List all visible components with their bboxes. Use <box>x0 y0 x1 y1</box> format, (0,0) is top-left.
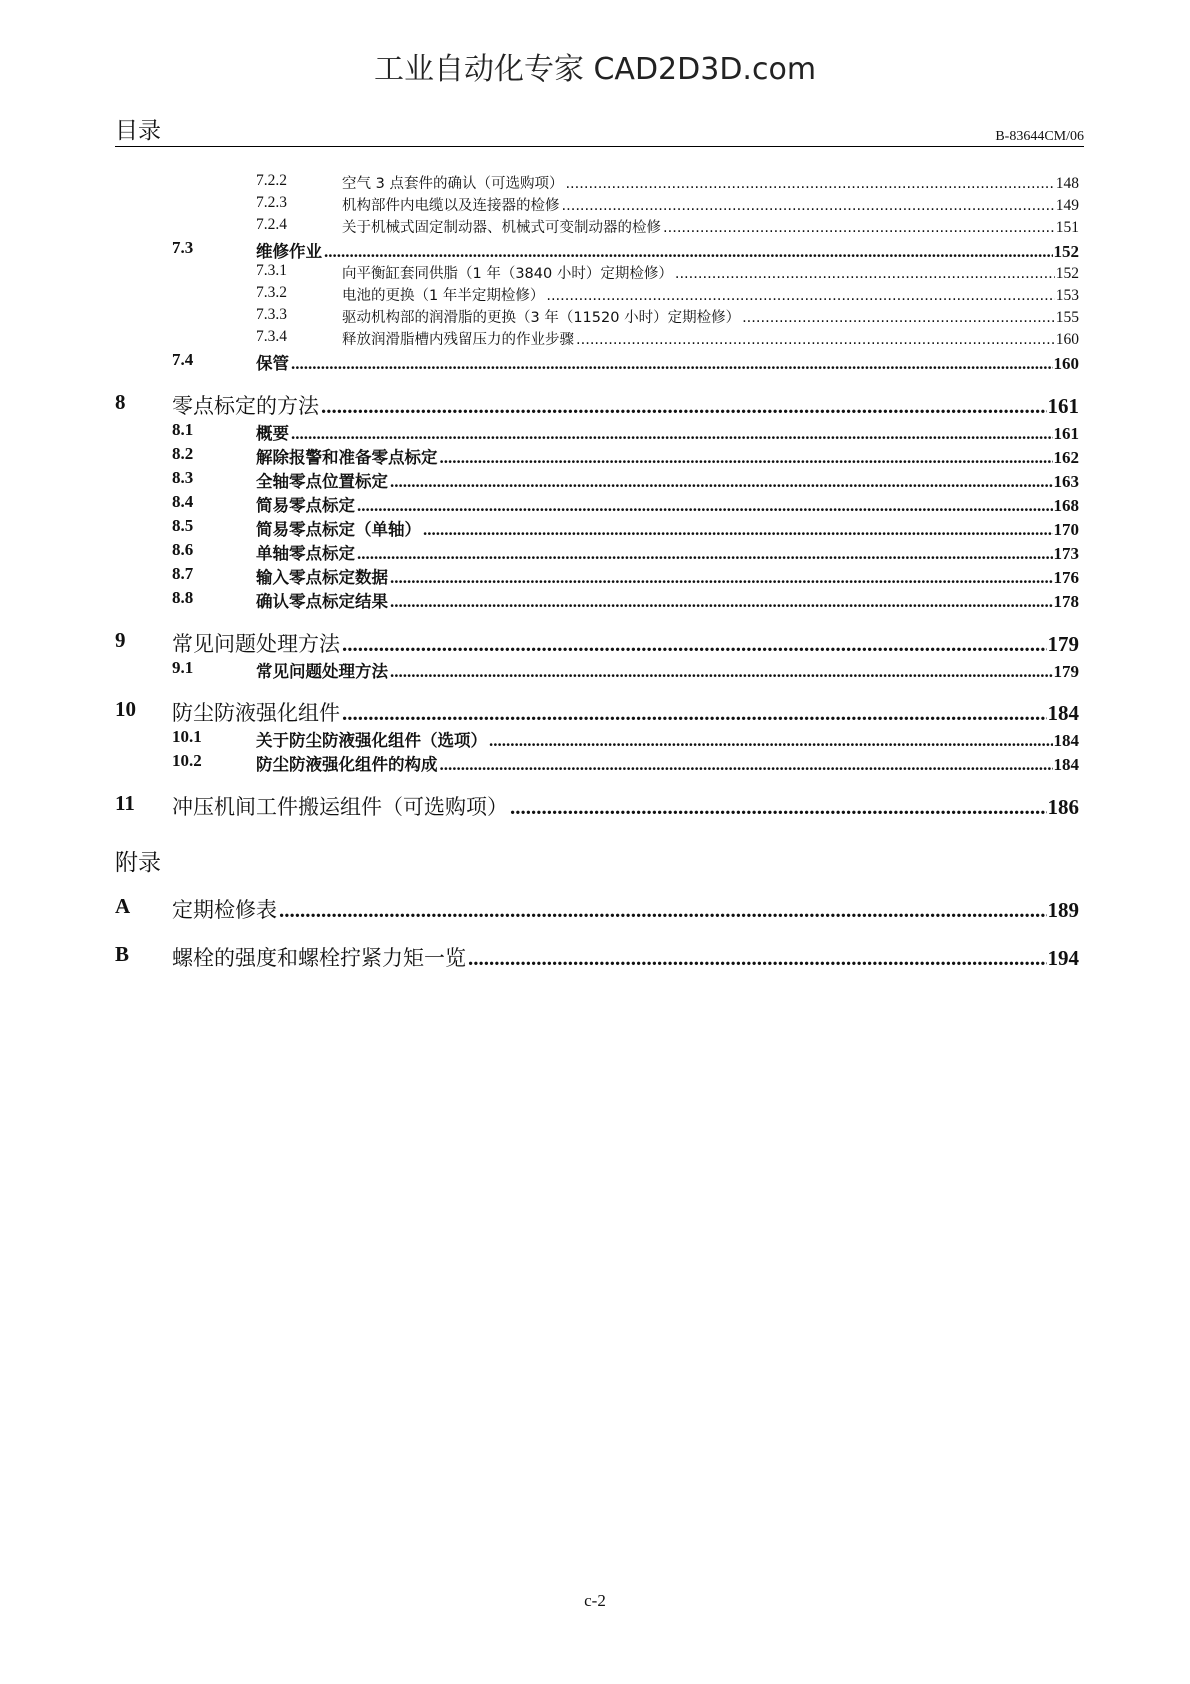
toc-entry[interactable] <box>115 216 1079 238</box>
toc-entry-number: 7.4 <box>172 350 194 369</box>
toc-entry-page: 163 <box>1053 472 1079 491</box>
toc-entry-number: 7.3.4 <box>256 328 287 345</box>
toc-entry-page: 161 <box>1047 394 1079 418</box>
toc-entry-page: 189 <box>1047 898 1079 922</box>
toc-entry-page: 149 <box>1055 197 1079 214</box>
toc-entry[interactable] <box>115 516 1079 540</box>
toc-entry-title: 关于机械式固定制动器、机械式可变制动器的检修 <box>342 220 661 236</box>
toc-entry[interactable] <box>115 306 1079 328</box>
toc-entry[interactable] <box>115 262 1079 284</box>
toc-entry-title: 冲压机间工件搬运组件（可选购项） <box>172 795 508 819</box>
header-doc-code: B-83644CM/06 <box>995 129 1084 144</box>
toc-entry[interactable] <box>115 658 1079 682</box>
toc-entry-number: 8.6 <box>172 540 194 559</box>
toc-entry[interactable] <box>115 350 1079 374</box>
toc-entry-number: 8 <box>115 390 126 414</box>
toc-entry-title: 简易零点标定 <box>256 496 355 515</box>
toc-entry-page: 160 <box>1055 331 1079 348</box>
toc-entry-number: 11 <box>115 791 135 815</box>
toc-entry-title: 输入零点标定数据 <box>256 568 388 587</box>
toc-entry-page: 173 <box>1053 544 1079 563</box>
toc-entry-page: 184 <box>1053 755 1079 774</box>
toc-entry-page: 194 <box>1047 946 1079 970</box>
toc-entry-page: 179 <box>1053 662 1079 681</box>
toc-entry-title: 螺栓的强度和螺栓拧紧力矩一览 <box>172 946 466 970</box>
toc-entry-page: 176 <box>1053 568 1079 587</box>
toc-entry-page: 184 <box>1053 731 1079 750</box>
toc-entry-page: 170 <box>1053 520 1079 539</box>
toc-entry-page: 178 <box>1053 592 1079 611</box>
toc-entry-number: 9 <box>115 628 126 652</box>
toc-chapter[interactable] <box>115 628 1079 658</box>
toc-entry-title: 零点标定的方法 <box>172 394 319 418</box>
toc-entry-number: 9.1 <box>172 658 194 677</box>
toc-entry-number: 7.2.4 <box>256 216 287 233</box>
toc-chapter[interactable] <box>115 390 1079 420</box>
toc-entry-title: 定期检修表 <box>172 898 277 922</box>
toc-entry-title: 单轴零点标定 <box>256 544 355 563</box>
toc-entry-page: 152 <box>1053 242 1079 261</box>
toc-entry-number: 7.3.3 <box>256 306 287 323</box>
toc-entry-title: 常见问题处理方法 <box>256 662 388 681</box>
toc-entry-title: 防尘防液强化组件 <box>172 701 340 725</box>
page-header <box>115 120 1084 147</box>
toc-entry-title: 空气 3 点套件的确认（可选购项） <box>342 176 564 192</box>
toc-entry[interactable] <box>115 751 1079 775</box>
toc-entry-number: 8.7 <box>172 564 194 583</box>
toc-entry[interactable] <box>115 284 1079 306</box>
watermark: 工业自动化专家 CAD2D3D.com <box>373 52 817 87</box>
toc-entry-page: 184 <box>1047 701 1079 725</box>
page-number: c-2 <box>584 1591 606 1610</box>
toc-entry[interactable] <box>115 328 1079 350</box>
toc-entry-title: 解除报警和准备零点标定 <box>256 448 438 467</box>
toc-entry-page: 155 <box>1055 309 1079 326</box>
toc-entry-number: 10.1 <box>172 727 202 746</box>
toc-entry-number: A <box>115 894 131 918</box>
toc-entry-page: 186 <box>1047 795 1079 819</box>
toc-entry-title: 机构部件内电缆以及连接器的检修 <box>342 198 560 214</box>
toc-entry-page: 148 <box>1055 175 1079 192</box>
toc-entry[interactable] <box>115 238 1079 262</box>
toc-entry[interactable] <box>115 420 1079 444</box>
toc-entry-title: 关于防尘防液强化组件（选项） <box>256 731 487 750</box>
toc-chapter[interactable] <box>115 791 1079 821</box>
toc-entry-title: 全轴零点位置标定 <box>256 472 388 491</box>
toc-entry-title: 维修作业 <box>256 242 322 261</box>
toc-entry-title: 向平衡缸套同供脂（1 年（3840 小时）定期检修） <box>342 266 673 282</box>
toc-entry-page: 179 <box>1047 632 1079 656</box>
toc-entry-page: 161 <box>1053 424 1079 443</box>
toc-entry-title: 保管 <box>256 354 289 373</box>
toc-entry-number: 10.2 <box>172 751 202 770</box>
toc-entry-number: 7.3 <box>172 238 194 257</box>
header-title: 目录 <box>115 118 161 144</box>
toc-entry-number: 7.3.1 <box>256 262 287 279</box>
toc-entry-number: 8.2 <box>172 444 194 463</box>
toc-entry[interactable] <box>115 194 1079 216</box>
toc-entry[interactable] <box>115 492 1079 516</box>
toc-entry[interactable] <box>115 172 1079 194</box>
toc-entry-number: 7.3.2 <box>256 284 287 301</box>
toc-entry-title: 简易零点标定（单轴） <box>256 520 421 539</box>
toc-entry-title: 防尘防液强化组件的构成 <box>256 755 438 774</box>
toc-entry[interactable] <box>115 727 1079 751</box>
toc-entry-title: 释放润滑脂槽内残留压力的作业步骤 <box>342 332 574 348</box>
toc-entry-number: 8.4 <box>172 492 194 511</box>
toc-entry[interactable] <box>115 588 1079 612</box>
toc-entry-number: 10 <box>115 697 136 721</box>
toc-entry-number: 7.2.3 <box>256 194 287 211</box>
toc-entry-page: 152 <box>1055 265 1079 282</box>
toc-entry-page: 151 <box>1055 219 1079 236</box>
toc-entry-number: 8.8 <box>172 588 194 607</box>
toc-entry-title: 电池的更换（1 年半定期检修） <box>342 288 545 304</box>
toc-entry-number: 8.5 <box>172 516 194 535</box>
toc-entry-number: 7.2.2 <box>256 172 287 189</box>
toc-entry-title: 驱动机构部的润滑脂的更换（3 年（11520 小时）定期检修） <box>342 310 741 326</box>
toc-entry-page: 160 <box>1053 354 1079 373</box>
appendix-heading: 附录 <box>115 850 161 876</box>
toc-entry-page: 153 <box>1055 287 1079 304</box>
toc-entry-page: 162 <box>1053 448 1079 467</box>
toc-entry[interactable] <box>115 540 1079 564</box>
toc-entry[interactable] <box>115 564 1079 588</box>
toc-entry-title: 概要 <box>256 424 289 443</box>
toc-chapter[interactable] <box>115 942 1079 972</box>
toc-entry[interactable] <box>115 468 1079 492</box>
toc-entry[interactable] <box>115 444 1079 468</box>
toc-chapter[interactable] <box>115 894 1079 924</box>
toc-entry-title: 确认零点标定结果 <box>256 592 388 611</box>
toc-entry-title: 常见问题处理方法 <box>172 632 340 656</box>
toc-entry-number: 8.3 <box>172 468 194 487</box>
toc-entry-page: 168 <box>1053 496 1079 515</box>
toc-entry-number: B <box>115 942 130 966</box>
toc-entry-number: 8.1 <box>172 420 194 439</box>
toc-chapter[interactable] <box>115 697 1079 727</box>
